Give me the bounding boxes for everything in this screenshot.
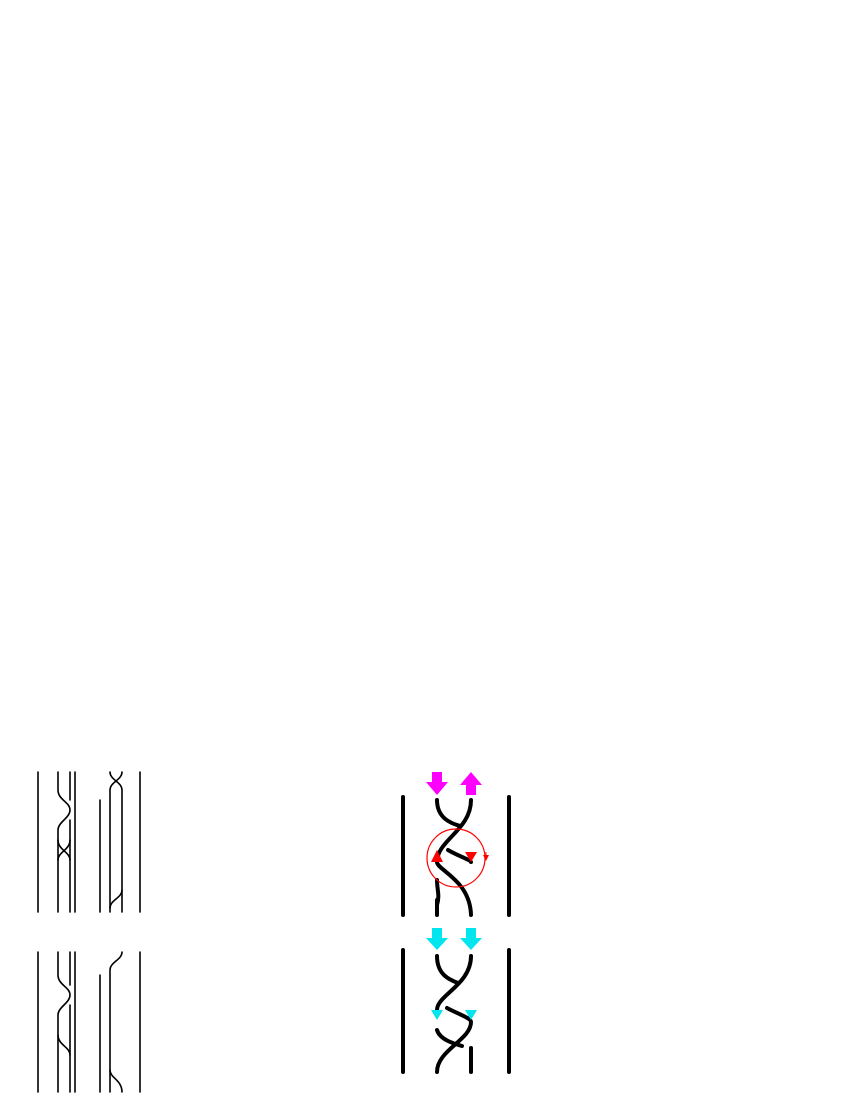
current-down-arrow-icon: [426, 928, 448, 950]
braid-strands-b: [38, 952, 140, 1092]
panel-a: [38, 772, 140, 912]
panel-d: [403, 772, 509, 915]
cyan-down-arrow-icon: [431, 1010, 443, 1020]
panel-b: [38, 952, 140, 1092]
current-up-arrow-icon: [460, 772, 482, 795]
panel-e: [403, 928, 509, 1072]
current-down-arrow-icon: [460, 928, 482, 950]
twisted-threads-d: [403, 797, 509, 915]
current-down-arrow-icon: [426, 772, 448, 795]
twisted-threads-e: [403, 950, 509, 1072]
braid-strands-a: [38, 772, 140, 912]
